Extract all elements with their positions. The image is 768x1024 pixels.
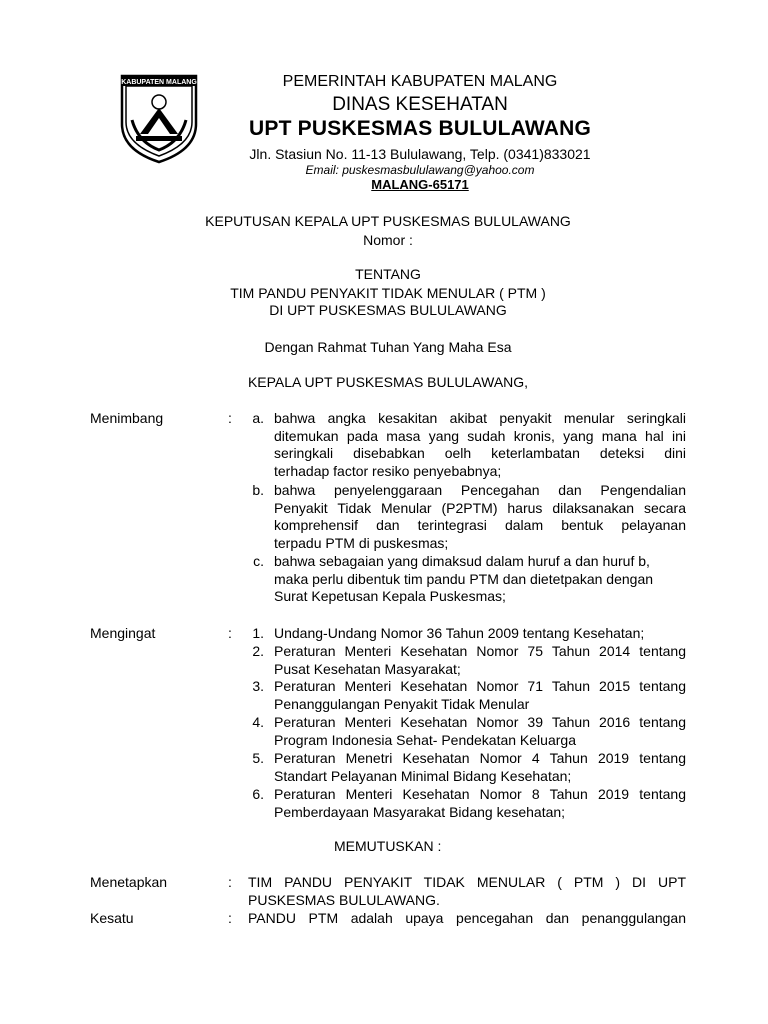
kesatu-label: Kesatu: [90, 910, 134, 926]
text-line: maka perlu dibentuk tim pandu PTM dan dietetpakan dengan: [274, 570, 654, 587]
menimbang-item-c: [274, 553, 686, 606]
text-line: TIM PANDU PENYAKIT TIDAK MENULAR ( PTM ) DI UPT: [248, 874, 686, 890]
decree-head: KEPALA UPT PUSKESMAS BULULAWANG,: [247, 374, 529, 390]
header-department: DINAS KESEHATAN: [332, 94, 508, 115]
text-line: Program Indonesia Sehat- Pendekatan Keluarga: [274, 731, 576, 748]
text-line: Peraturan Menetri Kesehatan Nomor 4 Tahun 2019 tentang: [274, 750, 686, 766]
mengingat-item-5: [274, 750, 686, 785]
menimbang-mark-c: c.: [253, 553, 264, 569]
header-government: PEMERINTAH KABUPATEN MALANG: [282, 73, 558, 90]
text-line: Undang-Undang Nomor 36 Tahun 2009 tentang Kesehatan;: [274, 625, 645, 641]
text-line: terhadap factor resiko penyebabnya;: [274, 462, 502, 479]
header-institution: UPT PUSKESMAS BULULAWANG: [249, 117, 591, 140]
mengingat-item-1: [274, 625, 686, 643]
mengingat-colon: :: [228, 625, 232, 641]
text-line: PUSKESMAS BULULAWANG.: [248, 891, 440, 908]
menetapkan-label: Menetapkan: [90, 874, 168, 890]
mengingat-item-3: [274, 678, 686, 713]
text-line: PANDU PTM adalah upaya pencegahan dan penanggulangan: [248, 910, 686, 926]
text-line: bahwa penyelenggaraan Pencegahan dan Pengendalian: [274, 482, 686, 498]
text-line: bahwa angka kesakitan akibat penyakit menular seringkali: [274, 410, 686, 426]
text-line: Peraturan Menteri Kesehatan Nomor 75 Tahun 2014 tentang: [274, 643, 686, 659]
mengingat-mark-1: 1.: [252, 625, 264, 641]
decree-number: Nomor :: [363, 232, 413, 248]
text-line: Peraturan Menteri Kesehatan Nomor 39 Tahun 2016 tentang: [274, 714, 686, 730]
memutuskan-heading: MEMUTUSKAN :: [334, 838, 442, 854]
menimbang-item-a: [274, 410, 686, 480]
menimbang-label: Menimbang: [90, 410, 164, 426]
header-email: Email: puskesmasbululawang@yahoo.com: [305, 163, 535, 177]
menimbang-mark-a: a.: [252, 410, 264, 426]
mengingat-item-6: [274, 786, 686, 821]
kesatu-colon: :: [228, 910, 232, 926]
decree-tentang: TENTANG: [355, 266, 421, 282]
menimbang-colon: :: [228, 410, 232, 426]
text-line: bahwa sebagaian yang dimaksud dalam huruf a dan huruf b,: [274, 553, 650, 569]
text-line: Surat Kepetusan Kepala Puskesmas;: [274, 588, 506, 604]
decree-title: KEPUTUSAN KEPALA UPT PUSKESMAS BULULAWANG: [205, 213, 571, 229]
mengingat-mark-3: 3.: [252, 678, 264, 694]
text-line: Peraturan Menteri Kesehatan Nomor 8 Tahun 2019 tentang: [274, 786, 686, 802]
mengingat-label: Mengingat: [90, 625, 156, 641]
logo-text: KABUPATEN MALANG: [121, 79, 197, 86]
menetapkan-text: [248, 874, 686, 909]
header-city: MALANG-65171: [371, 177, 469, 192]
menimbang-mark-b: b.: [252, 482, 264, 498]
text-line: Penanggulangan Penyakit Tidak Menular: [274, 695, 530, 712]
text-line: komprehensif dan terintegrasi dalam bentuk pelayanan: [274, 517, 686, 533]
mengingat-item-2: [274, 643, 686, 678]
mengingat-mark-5: 5.: [252, 750, 264, 766]
text-line: ditemukan pada masa yang sudah kronis, yang mana hal ini: [274, 427, 686, 444]
text-line: terpadu PTM di puskesmas;: [274, 534, 449, 551]
decree-blessing: Dengan Rahmat Tuhan Yang Maha Esa: [264, 339, 512, 355]
text-line: Pusat Kesehatan Masyarakat;: [274, 660, 461, 677]
mengingat-mark-6: 6.: [252, 786, 264, 802]
mengingat-mark-4: 4.: [252, 714, 264, 730]
kesatu-text: [248, 910, 686, 928]
menetapkan-colon: :: [228, 874, 232, 890]
menimbang-item-b: [274, 482, 686, 552]
text-line: seringkali disebabkan oelh keterlambatan deteksi dini: [274, 445, 686, 461]
header-address: Jln. Stasiun No. 11-13 Bululawang, Telp. (0341)833021: [249, 146, 591, 162]
kabupaten-malang-crest-icon: [118, 72, 200, 164]
text-line: Penyakit Tidak Menular (P2PTM) harus dilaksanakan secara: [274, 499, 686, 516]
text-line: Standart Pelayanan Minimal Bidang Kesehatan;: [274, 767, 572, 784]
text-line: Pemberdayaan Masyarakat Bidang kesehatan;: [274, 803, 566, 820]
decree-subject-line1: TIM PANDU PENYAKIT TIDAK MENULAR ( PTM ): [230, 285, 546, 301]
mengingat-mark-2: 2.: [252, 643, 264, 659]
text-line: Peraturan Menteri Kesehatan Nomor 71 Tahun 2015 tentang: [274, 678, 686, 694]
decree-subject-line2: DI UPT PUSKESMAS BULULAWANG: [269, 302, 507, 318]
mengingat-item-4: [274, 714, 686, 749]
